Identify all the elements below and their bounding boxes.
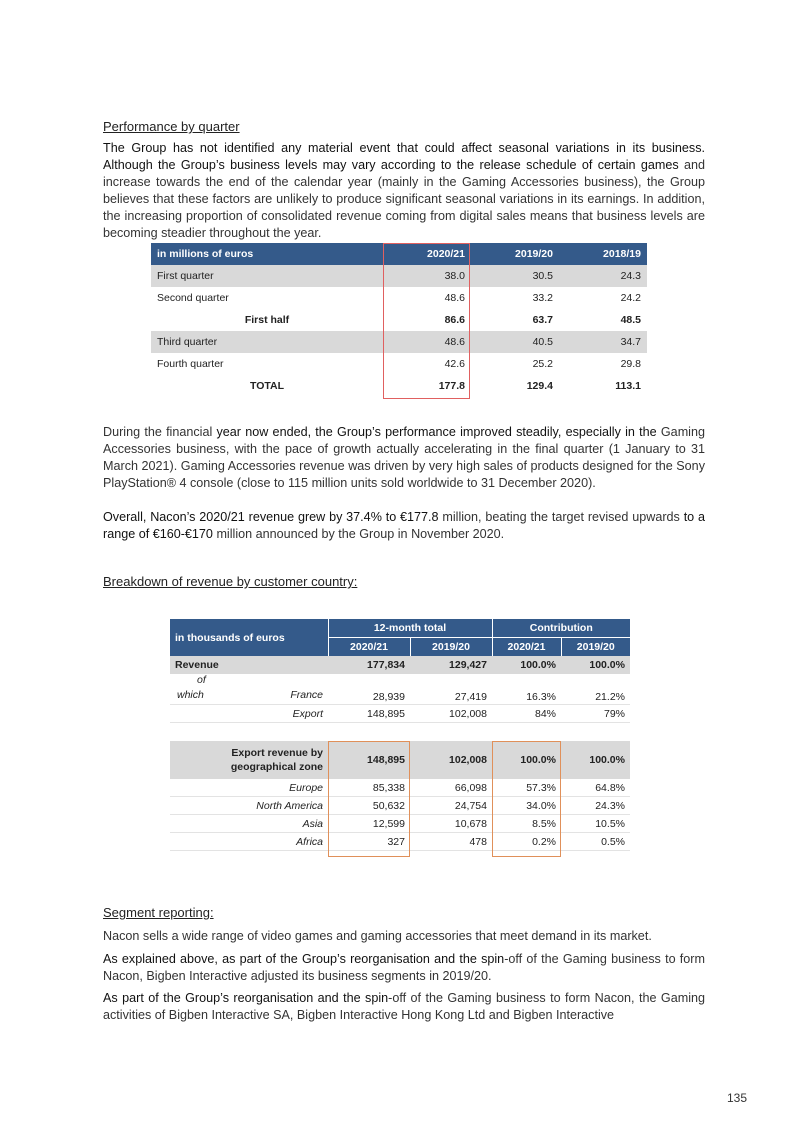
cell: 177,834 — [328, 656, 410, 674]
paragraph-overall-growth — [103, 509, 705, 543]
row-label: First half — [244, 314, 290, 326]
para-growth-d: million announced by the Group in November 2020. — [216, 527, 505, 541]
row-label: First quarter — [151, 265, 383, 287]
cell: 28,939 — [328, 674, 410, 705]
table-row — [151, 331, 647, 353]
cell: 24.2 — [620, 292, 641, 304]
cell: 148,895 — [328, 705, 410, 723]
row-label: Export — [170, 705, 328, 723]
of-which-label-1: of — [197, 674, 206, 686]
para-seasonality-line1: The Group has not identified any material event that could affect seasonal variations in its business. — [103, 141, 705, 155]
country-table-unit: in thousands of euros — [170, 619, 328, 656]
cell: 478 — [410, 833, 492, 851]
table-row-revenue — [170, 656, 630, 674]
cell: 66,098 — [410, 779, 492, 797]
quarter-revenue-table — [151, 243, 647, 397]
cell: 100.0% — [492, 656, 561, 674]
table-row — [170, 815, 630, 833]
cell: 48.6 — [444, 292, 465, 304]
table-row-subtotal — [151, 309, 647, 331]
cell: 79% — [561, 705, 630, 723]
cell: 148,895 — [328, 741, 410, 779]
export-zone-table — [170, 741, 630, 851]
col-header: 2019/20 — [561, 638, 630, 657]
quarter-table-header-2019-20: 2019/20 — [471, 243, 559, 265]
cell: 129.4 — [526, 380, 553, 392]
cell: 16.3% — [492, 674, 561, 705]
paragraph-reorganisation-2 — [103, 990, 705, 1024]
cell: 0.2% — [492, 833, 561, 851]
export-label-line1: Export revenue by — [231, 747, 323, 759]
quarter-table-header-unit: in millions of euros — [151, 243, 383, 265]
row-label: Second quarter — [157, 292, 229, 304]
cell: 85,338 — [328, 779, 410, 797]
cell: 57.3% — [492, 779, 561, 797]
paragraph-performance — [103, 424, 705, 492]
section-heading-breakdown-by-country: Breakdown of revenue by customer country: — [103, 574, 358, 589]
col-header: 2019/20 — [410, 638, 492, 657]
cell: 64.8% — [561, 779, 630, 797]
cell: 34.7 — [559, 331, 647, 353]
cell: 100.0% — [561, 741, 630, 779]
row-label: Asia — [170, 815, 328, 833]
para-performance-b: year now ended, the Group’s performance improved steadily, especially in the — [216, 425, 657, 439]
row-label: North America — [170, 797, 328, 815]
para-reorg1-a: As explained above, as part of the Group’s reorganisation and the spin — [103, 952, 505, 966]
cell: 21.2% — [561, 674, 630, 705]
col-header: 2020/21 — [328, 638, 410, 657]
para-growth-a: Overall, Nacon’s 2020/21 revenue grew by 37.4% to €177.8 — [103, 510, 443, 524]
export-label-line2: geographical zone — [230, 761, 323, 773]
cell: 33.2 — [532, 292, 553, 304]
row-label: Third quarter — [151, 331, 383, 353]
cell: 100.0% — [561, 656, 630, 674]
para-reorg2-a: As part of the Group’s reorganisation and the spin — [103, 991, 389, 1005]
table-row — [170, 797, 630, 815]
cell: 29.8 — [620, 358, 641, 370]
cell: 27,419 — [410, 674, 492, 705]
section-heading-segment-reporting: Segment reporting: — [103, 905, 214, 920]
table-row — [170, 779, 630, 797]
cell: 10.5% — [561, 815, 630, 833]
paragraph-reorganisation-1 — [103, 951, 705, 985]
row-label: Fourth quarter — [157, 358, 224, 370]
cell: 42.6 — [444, 358, 465, 370]
cell: 177.8 — [438, 380, 465, 392]
cell: 12,599 — [328, 815, 410, 833]
cell: 25.2 — [532, 358, 553, 370]
row-label: TOTAL — [249, 380, 285, 392]
table-row — [151, 353, 647, 375]
cell: 63.7 — [532, 314, 553, 326]
table-row — [151, 265, 647, 287]
cell: 38.0 — [383, 265, 471, 287]
cell: 129,427 — [410, 656, 492, 674]
row-label: Europe — [170, 779, 328, 797]
cell: 40.5 — [471, 331, 559, 353]
country-revenue-table — [170, 619, 630, 723]
cell: 102,008 — [410, 741, 492, 779]
col-header: 2020/21 — [492, 638, 561, 657]
export-table-label — [170, 741, 328, 779]
cell: 0.5% — [561, 833, 630, 851]
cell: 86.6 — [444, 314, 465, 326]
quarter-table-header-2020-21: 2020/21 — [383, 243, 471, 265]
cell: 8.5% — [492, 815, 561, 833]
cell: 100.0% — [492, 741, 561, 779]
para-seasonality-line2: Although the Group’s business levels may vary according to the release schedule of certain games — [103, 158, 679, 172]
cell: 48.6 — [383, 331, 471, 353]
cell: 113.1 — [615, 380, 641, 392]
row-label: Revenue — [170, 656, 328, 674]
table-row-france — [170, 674, 630, 705]
export-table-header-row — [170, 741, 630, 779]
country-table-group-contribution: Contribution — [492, 619, 630, 638]
cell: 24.3% — [561, 797, 630, 815]
para-seasonality-rest: and increase towards the end of the calendar year (mainly in the Gaming Accessories business), the Group believes that these factors are unlikely to produce significant seasonal variations in its earnings. In addition, the increasing proportion of consolidated revenue coming from digital sales means that business levels are becoming steadier throughout the year. — [103, 158, 706, 240]
table-row-export — [170, 705, 630, 723]
section-heading-performance-by-quarter: Performance by quarter — [103, 119, 240, 134]
france-label: France — [290, 689, 323, 701]
cell: 102,008 — [410, 705, 492, 723]
para-performance-c: Gaming Accessories business, with the pace of growth actually accelerating in the final quarter (1 January to 31 March 2021). Gaming Accessories revenue was driven by very high sales of products designed for the Sony PlayStation® 4 console (close to 115 million units sold worldwide to 31 December 2020). — [103, 425, 705, 490]
paragraph-nacon-sells: Nacon sells a wide range of video games and gaming accessories that meet demand in its market. — [103, 929, 652, 943]
paragraph-seasonality — [103, 140, 705, 242]
cell: 48.5 — [620, 314, 641, 326]
table-row — [151, 287, 647, 309]
cell: 24,754 — [410, 797, 492, 815]
country-table-group-12-month: 12-month total — [328, 619, 492, 638]
cell: 84% — [492, 705, 561, 723]
row-label: Africa — [170, 833, 328, 851]
para-growth-b: million, beating the target revised upwards — [442, 510, 680, 524]
para-reorg2-b: -off of the Gaming business to form Nacon, the Gaming activities of Bigben Interactive SA, Bigben Interactive Hong Kong Ltd and Bigben Interactive — [103, 991, 706, 1022]
cell: 30.5 — [471, 265, 559, 287]
table-row — [170, 833, 630, 851]
cell: 34.0% — [492, 797, 561, 815]
quarter-table-header-2018-19: 2018/19 — [559, 243, 647, 265]
para-performance-a: During the financial — [103, 425, 217, 439]
cell: 24.3 — [559, 265, 647, 287]
cell: 50,632 — [328, 797, 410, 815]
of-which-label-2: which — [177, 689, 204, 701]
page-number: 135 — [727, 1091, 748, 1105]
cell: 327 — [328, 833, 410, 851]
cell: 10,678 — [410, 815, 492, 833]
para-growth-c: to a range of €160-€170 — [103, 510, 706, 541]
para-reorg1-b: -off of the Gaming business to form Nacon, Bigben Interactive adjusted its business segments in 2019/20. — [103, 952, 705, 983]
row-label — [170, 674, 328, 705]
table-row-total — [151, 375, 647, 397]
